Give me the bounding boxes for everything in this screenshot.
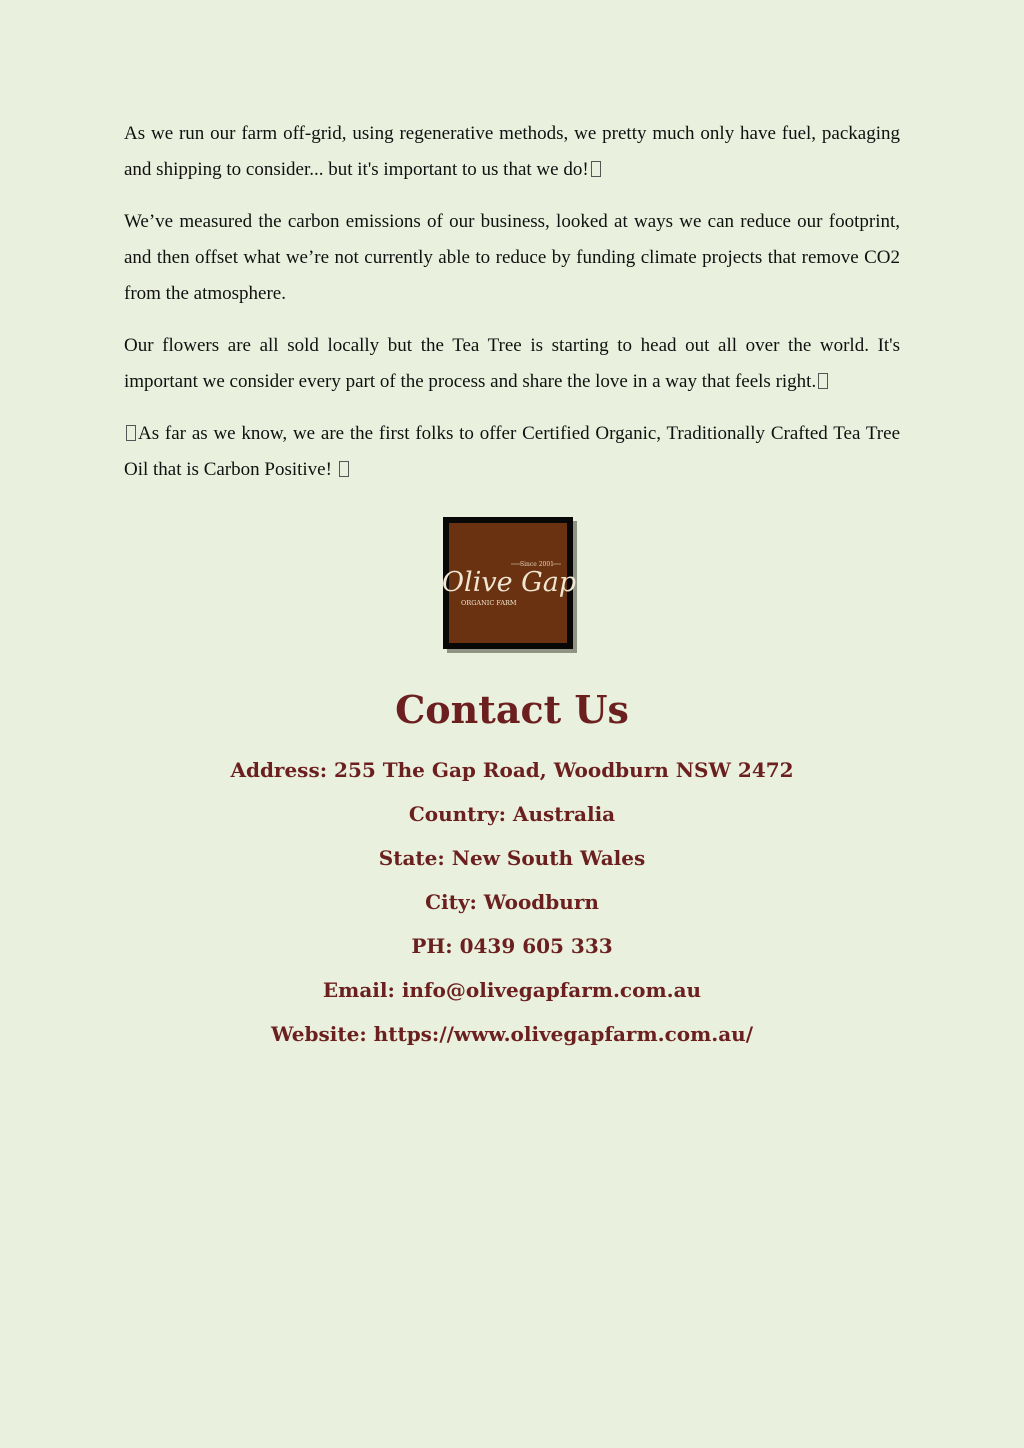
contact-country: Country: Australia bbox=[408, 802, 616, 826]
contact-phone: PH: 0439 605 333 bbox=[411, 934, 613, 958]
contact-website: Website: https://www.olivegapfarm.com.au/ bbox=[270, 1022, 754, 1046]
paragraph-carbon-positive bbox=[124, 416, 900, 488]
contact-email: Email: info@olivegapfarm.com.au bbox=[322, 978, 702, 1002]
paragraph-text: Our flowers are all sold locally but the Tea Tree is starting to head out all over the world. It's important we consider every part of the process and share the love in a way that feels right. bbox=[124, 335, 900, 392]
paragraph-text: We’ve measured the carbon emissions of our business, looked at ways we can reduce our footprint, and then offset what we’re not currently able to reduce by funding climate projects that remove CO2 from the atmosphere. bbox=[124, 211, 900, 304]
missing-emoji-glyph bbox=[591, 161, 601, 177]
logo-name: Olive Gap bbox=[441, 567, 577, 598]
paragraph-text: As we run our farm off-grid, using regenerative methods, we pretty much only have fuel, packaging and shipping to consider... but it's important to us that we do! bbox=[124, 123, 900, 180]
logo-tagline: Since 2001 bbox=[520, 561, 554, 568]
contact-state: State: New South Wales bbox=[378, 846, 646, 870]
paragraph-flowers bbox=[124, 328, 900, 400]
contact-details bbox=[0, 748, 1024, 1056]
contact-address: Address: 255 The Gap Road, Woodburn NSW 2472 bbox=[230, 758, 794, 782]
missing-emoji-glyph bbox=[126, 425, 136, 441]
logo-frame bbox=[441, 517, 577, 649]
olive-gap-logo bbox=[443, 517, 577, 653]
missing-emoji-glyph bbox=[339, 461, 349, 477]
body-text bbox=[124, 116, 900, 504]
contact-city: City: Woodburn bbox=[425, 890, 599, 914]
logo-subtitle: ORGANIC FARM bbox=[461, 599, 517, 607]
paragraph-text: As far as we know, we are the first folks to offer Certified Organic, Traditionally Crafted Tea Tree Oil that is Carbon Positive! bbox=[124, 423, 900, 480]
missing-emoji-glyph bbox=[818, 373, 828, 389]
contact-title: Contact Us bbox=[395, 687, 629, 732]
paragraph-carbon-emissions bbox=[124, 204, 900, 312]
paragraph-off-grid bbox=[124, 116, 900, 188]
logo-artwork bbox=[441, 523, 577, 643]
